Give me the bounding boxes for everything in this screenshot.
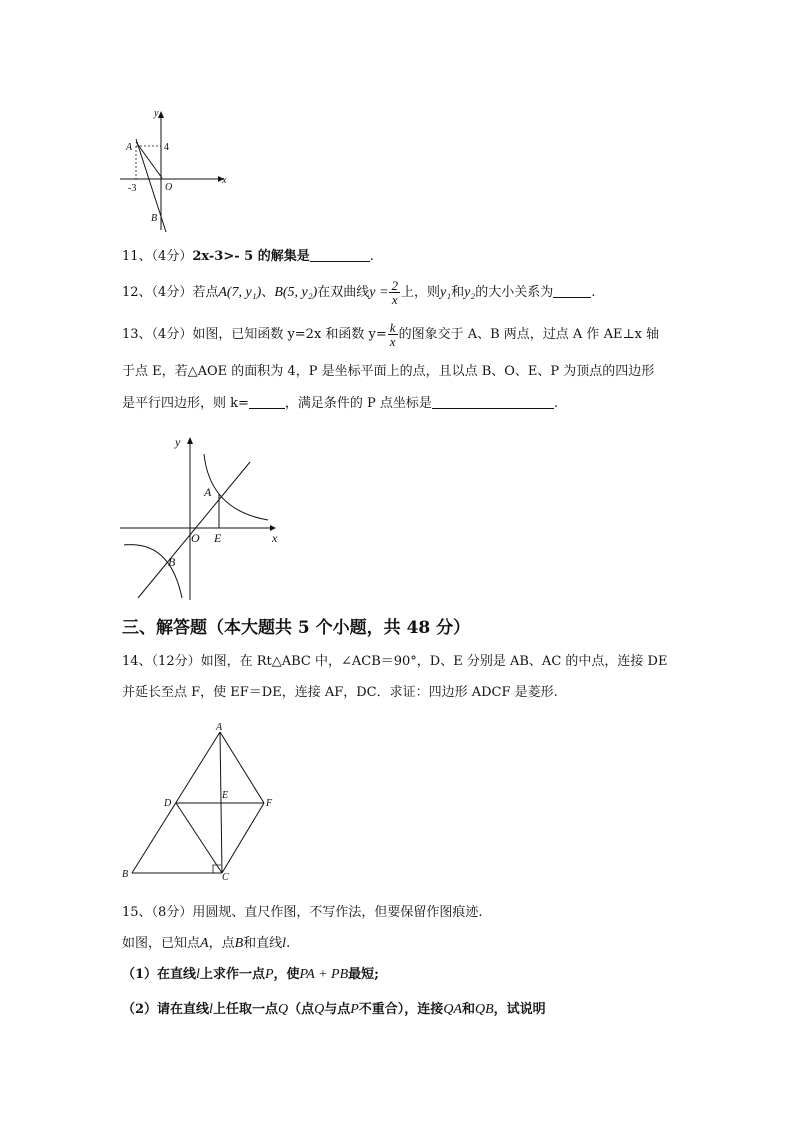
y-axis-arrow (187, 437, 193, 444)
label-E: E (214, 531, 222, 545)
hyperbola-branch-2 (124, 545, 182, 598)
answer-blank-p[interactable] (432, 394, 554, 409)
question-15-line-3: （1）在直线l上求作一点P，使PA + PB最短; (122, 967, 379, 982)
hyperbola-branch-1 (204, 454, 268, 520)
label-O: O (165, 182, 173, 193)
label-D: D (164, 798, 172, 809)
line-y-2x (138, 462, 250, 598)
question-14-line-2: 并延长至点 F，使 EF＝DE，连接 AF，DC．求证：四边形 ADCF 是菱形. (122, 685, 558, 700)
figure-3-rhombus (118, 720, 288, 885)
label-A: A (126, 142, 133, 153)
x-label: x (272, 531, 278, 545)
figure-1-graph (118, 106, 238, 236)
y-label: y (175, 435, 181, 449)
answer-blank[interactable] (310, 247, 370, 262)
label-F: F (266, 798, 273, 809)
x-label: x (222, 175, 227, 186)
label-4: 4 (164, 142, 169, 153)
label-A: A (216, 722, 223, 733)
y-label: y (154, 108, 159, 119)
figure-2-graph (118, 432, 288, 604)
label-neg3: -3 (128, 183, 137, 194)
question-13-line-2: 于点 E，若△AOE 的面积为 4，P 是坐标平面上的点，且以点 B、O、E、P 为顶点的四边形 (122, 364, 655, 379)
fraction-2-over-x: $\frac{2}{x}$ (391, 278, 398, 307)
label-B: B (151, 213, 158, 224)
question-11: 11、（4分）2x-3>- 5 的解集是 . (122, 249, 374, 264)
y-axis-arrow (158, 111, 164, 118)
question-15-line-1: 15、（8分）用圆规、直尺作图，不写作法，但要保留作图痕迹. (122, 905, 483, 920)
question-13-line-1: 13、（4分）如图，已知函数 y=2x 和函数 y= $\frac{k}{x}$ 的图象交于 A、B 两点，过点 A 作 AE⊥x 轴 (122, 320, 660, 349)
question-15-line-4: （2）请在直线l上任取一点Q（点Q与点P不重合），连接QA和QB，试说明 (122, 1002, 546, 1017)
fraction-k-over-x: $\frac{k}{x}$ (389, 320, 396, 349)
question-14-line-1: 14、（12分）如图，在 Rt△ABC 中，∠ACB＝90°，D、E 分别是 AB、AC 的中点，连接 DE (122, 654, 668, 669)
answer-blank-k[interactable] (249, 394, 285, 409)
label-B: B (122, 869, 129, 880)
label-C: C (222, 872, 229, 883)
label-O: O (191, 531, 200, 545)
segment-CF (222, 803, 264, 873)
line-AO (136, 142, 162, 178)
question-13-line-3: 是平行四边形，则 k= ，满足条件的 P 点坐标是 . (122, 396, 559, 411)
question-15-line-2: 如图，已知点A，点B和直线l. (122, 936, 291, 951)
label-A: A (204, 485, 212, 499)
label-E: E (222, 790, 229, 801)
answer-blank[interactable] (553, 283, 591, 298)
label-B: B (168, 555, 176, 569)
section-title: 三、解答题（本大题共 5 个小题，共 48 分） (122, 618, 471, 638)
segment-DC (176, 803, 222, 873)
question-12: 12、（4分）若点A(7, y₁)、B(5, y₂)在双曲线y = $\frac{2}{x}$ 上，则y₁和y₂的大小关系为 . (122, 278, 596, 307)
